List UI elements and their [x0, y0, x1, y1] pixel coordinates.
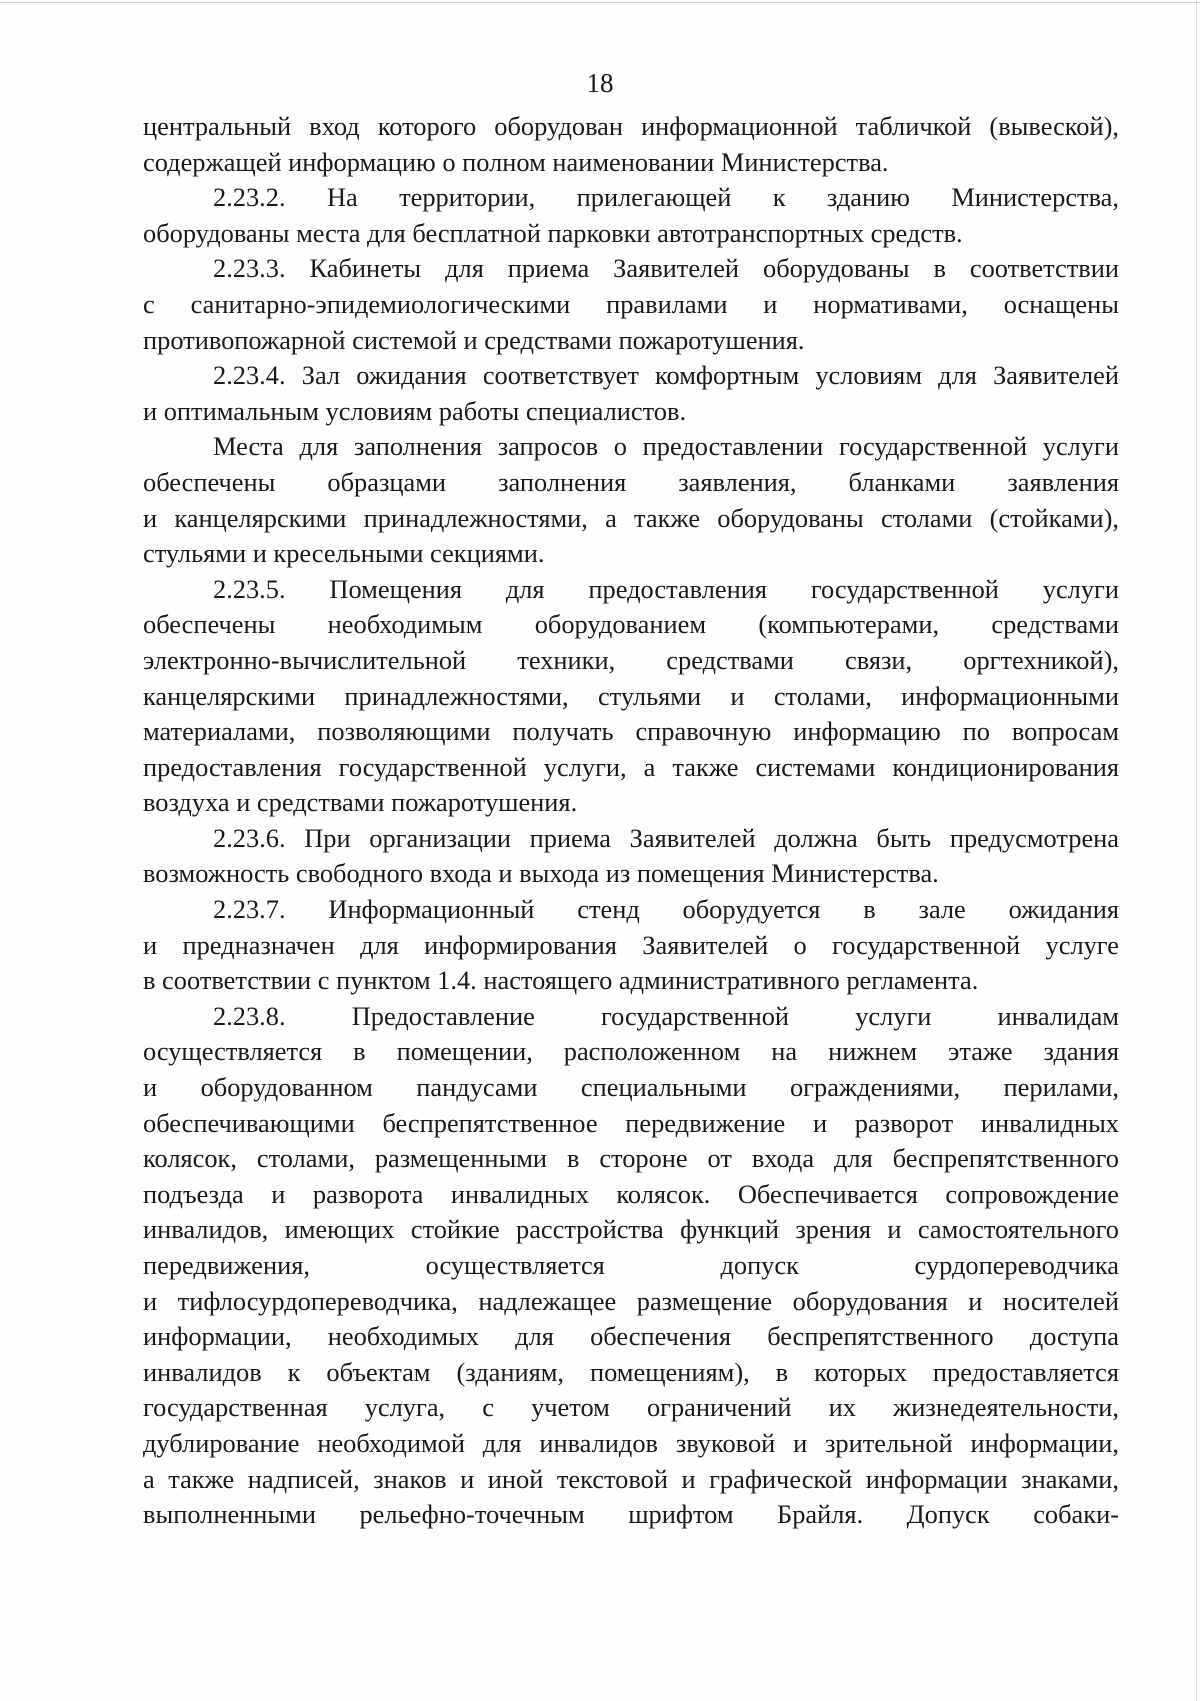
text-line: и канцелярскими принадлежностями, а также оборудованы столами (стойками), [143, 502, 1119, 533]
text-line: инвалидов, имеющих стойкие расстройства функций зрения и самостоятельного [143, 1214, 1119, 1245]
text-line: выполненными рельефно-точечным шрифтом Брайля. Допуск собаки- [143, 1499, 1119, 1530]
text-line: инвалидов к объектам (зданиям, помещениям), в которых предоставляется [143, 1356, 1119, 1387]
text-line: воздуха и средствами пожаротушения. [143, 787, 578, 818]
text-line: 2.23.2. На территории, прилегающей к зданию Министерства, [213, 182, 1119, 213]
text-line: дублирование необходимой для инвалидов звуковой и зрительной информации, [143, 1427, 1119, 1458]
text-line: 2.23.6. При организации приема Заявителей должна быть предусмотрена [213, 822, 1119, 853]
text-line: канцелярскими принадлежностями, стульями и столами, информационными [143, 680, 1119, 711]
text-line: обеспечивающими беспрепятственное передвижение и разворот инвалидных [143, 1107, 1119, 1138]
text-line: обеспечены образцами заполнения заявления, бланками заявления [143, 466, 1119, 497]
text-line: и тифлосурдопереводчика, надлежащее размещение оборудования и носителей [143, 1285, 1119, 1316]
top-edge-line [0, 2, 1200, 3]
text-line: информации, необходимых для обеспечения беспрепятственного доступа [143, 1321, 1119, 1352]
text-line: центральный вход которого оборудован информационной табличкой (вывеской), [143, 111, 1119, 141]
text-line: и оборудованном пандусами специальными ограждениями, перилами, [143, 1072, 1119, 1103]
text-line: подъезда и разворота инвалидных колясок. Обеспечивается сопровождение [143, 1178, 1119, 1209]
text-line: 2.23.3. Кабинеты для приема Заявителей оборудованы в соответствии [213, 253, 1119, 284]
text-line: 2.23.8. Предоставление государственной услуги инвалидам [213, 1000, 1119, 1031]
page-number: 18 [586, 68, 614, 98]
text-line: 2.23.5. Помещения для предоставления государственной услуги [213, 573, 1119, 604]
text-line: и предназначен для информирования Заявителей о государственной услуге [143, 929, 1119, 960]
text-line: возможность свободного входа и выхода из помещения Министерства. [143, 858, 939, 889]
text-line: а также надписей, знаков и иной текстовой и графической информации знаками, [143, 1463, 1119, 1494]
text-line: материалами, позволяющими получать справочную информацию по вопросам [143, 716, 1119, 747]
text-line: государственная услуга, с учетом ограничений их жизнедеятельности, [143, 1392, 1119, 1423]
text-line: предоставления государственной услуги, а также системами кондиционирования [143, 751, 1119, 782]
text-line: 2.23.7. Информационный стенд оборудуется в зале ожидания [213, 894, 1119, 925]
text-line: электронно-вычислительной техники, средствами связи, оргтехникой), [143, 644, 1119, 675]
text-line: в соответствии с пунктом 1.4. настоящего административного регламента. [143, 965, 979, 996]
text-line: противопожарной системой и средствами пожаротушения. [143, 324, 805, 355]
text-line: обеспечены необходимым оборудованием (компьютерами, средствами [143, 609, 1119, 640]
text-line: оборудованы места для бесплатной парковки автотранспортных средств. [143, 217, 963, 248]
text-line: колясок, столами, размещенными в стороне от входа для беспрепятственного [143, 1143, 1119, 1174]
text-line: содержащей информацию о полном наименовании Министерства. [143, 146, 889, 177]
text-line: стульями и кресельными секциями. [143, 538, 545, 569]
text-line: Места для заполнения запросов о предоставлении государственной услуги [213, 431, 1119, 462]
text-line: с санитарно-эпидемиологическими правилами и нормативами, оснащены [143, 288, 1119, 319]
document-body [143, 109, 1119, 1533]
text-line: передвижения, осуществляется допуск сурдопереводчика [143, 1250, 1119, 1280]
right-edge-line [1196, 0, 1197, 1701]
text-line: осуществляется в помещении, расположенном на нижнем этаже здания [143, 1036, 1119, 1067]
text-line: и оптимальным условиям работы специалистов. [143, 395, 687, 426]
text-line: 2.23.4. Зал ожидания соответствует комфортным условиям для Заявителей [213, 360, 1119, 391]
